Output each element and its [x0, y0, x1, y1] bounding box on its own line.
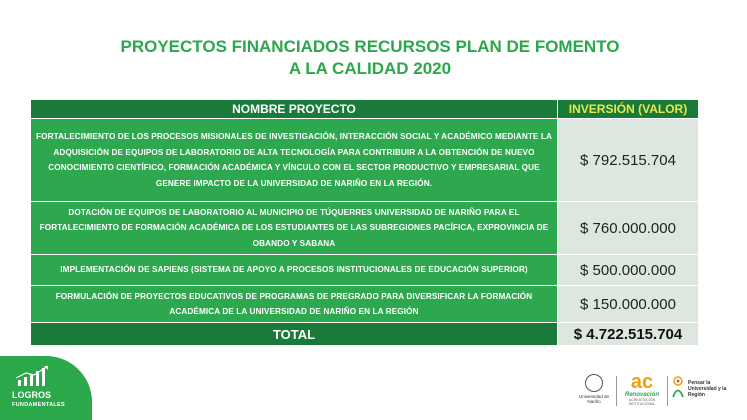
total-label: TOTAL — [31, 323, 558, 346]
table-row — [31, 255, 699, 286]
project-name-cell: DOTACIÓN DE EQUIPOS DE LABORATORIO AL MUNICIPIO DE TÚQUERRES UNIVERSIDAD DE NARIÑO PARA EL FORTALECIMIENTO DE FORMACIÓN ACADÉMICA DE LOS ESTUDIANTES DE LAS SUBREGIONES PACÍFICA, EXPROVINCIA DE OBANDO Y SABANA — [31, 202, 558, 255]
accreditation-logo — [620, 372, 664, 410]
udenar-seal-icon — [585, 374, 603, 392]
project-value-cell: $ 760.000.000 — [558, 202, 699, 255]
title-line-2: A LA CALIDAD 2020 — [288, 59, 452, 78]
header-project-name: NOMBRE PROYECTO — [31, 100, 558, 119]
accreditation-mark: ac — [630, 371, 654, 393]
table-header-row — [31, 100, 699, 119]
logo-divider — [616, 376, 617, 406]
projects-table — [30, 99, 699, 346]
table-row — [31, 286, 699, 323]
table-row — [31, 202, 699, 255]
udenar-logo-text: Universidad de Nariño — [578, 394, 610, 404]
badge-line-2: FUNDAMENTALES — [12, 402, 65, 408]
total-value: $ 4.722.515.704 — [558, 323, 699, 346]
growth-chart-icon — [14, 364, 64, 388]
badge-text — [12, 390, 65, 410]
title-line-1: PROYECTOS FINANCIADOS RECURSOS PLAN DE FOMENTO — [120, 37, 620, 56]
project-name-cell: FORTALECIMIENTO DE LOS PROCESOS MISIONALES DE INVESTIGACIÓN, INTERACCIÓN SOCIAL Y ACADÉMICO MEDIANTE LA ADQUISICIÓN DE EQUIPOS DE LABORATORIO DE ALTA TECNOLOGÍA PARA CONTRIBUIR A LA OBTENCIÓN DE NUEVO CONOCIMIENTO CIENTÍFICO, FORMACIÓN ACADÉMICA Y VÍNCULO CON EL SECTOR PRODUCTIVO Y EMPRESARIAL QUE GENERE IMPACTO DE LA UNIVERSIDAD DE NARIÑO EN LA REGIÓN. — [31, 119, 558, 202]
project-value-cell: $ 150.000.000 — [558, 286, 699, 323]
header-investment: INVERSIÓN (VALOR) — [558, 100, 699, 119]
accreditation-caption: ACREDITACIÓN INSTITUCIONAL — [628, 398, 656, 406]
table-total-row — [31, 323, 699, 346]
project-name-cell: FORMULACIÓN DE PROYECTOS EDUCATIVOS DE PROGRAMAS DE PREGRADO PARA DIVERSIFICAR LA FORMACIÓN ACADÉMICA DE LA UNIVERSIDAD DE NARIÑO EN LA REGIÓN — [31, 286, 558, 323]
badge-line-1: LOGROS — [12, 390, 52, 400]
pensar-logo-text: Pensar la Universidad y la Región — [688, 380, 727, 398]
accreditation-renovation: Renovación — [624, 392, 659, 398]
udenar-logo — [576, 374, 612, 408]
pensar-figure-icon — [670, 376, 686, 398]
pensar-logo — [670, 374, 730, 410]
table-row — [31, 119, 699, 202]
page-title — [60, 36, 680, 80]
project-value-cell: $ 500.000.000 — [558, 255, 699, 286]
project-name-cell: IMPLEMENTACIÓN DE SAPIENS (SISTEMA DE APOYO A PROCESOS INSTITUCIONALES DE EDUCACIÓN SUPERIOR) — [31, 255, 558, 286]
project-value-cell: $ 792.515.704 — [558, 119, 699, 202]
logo-divider — [667, 376, 668, 406]
